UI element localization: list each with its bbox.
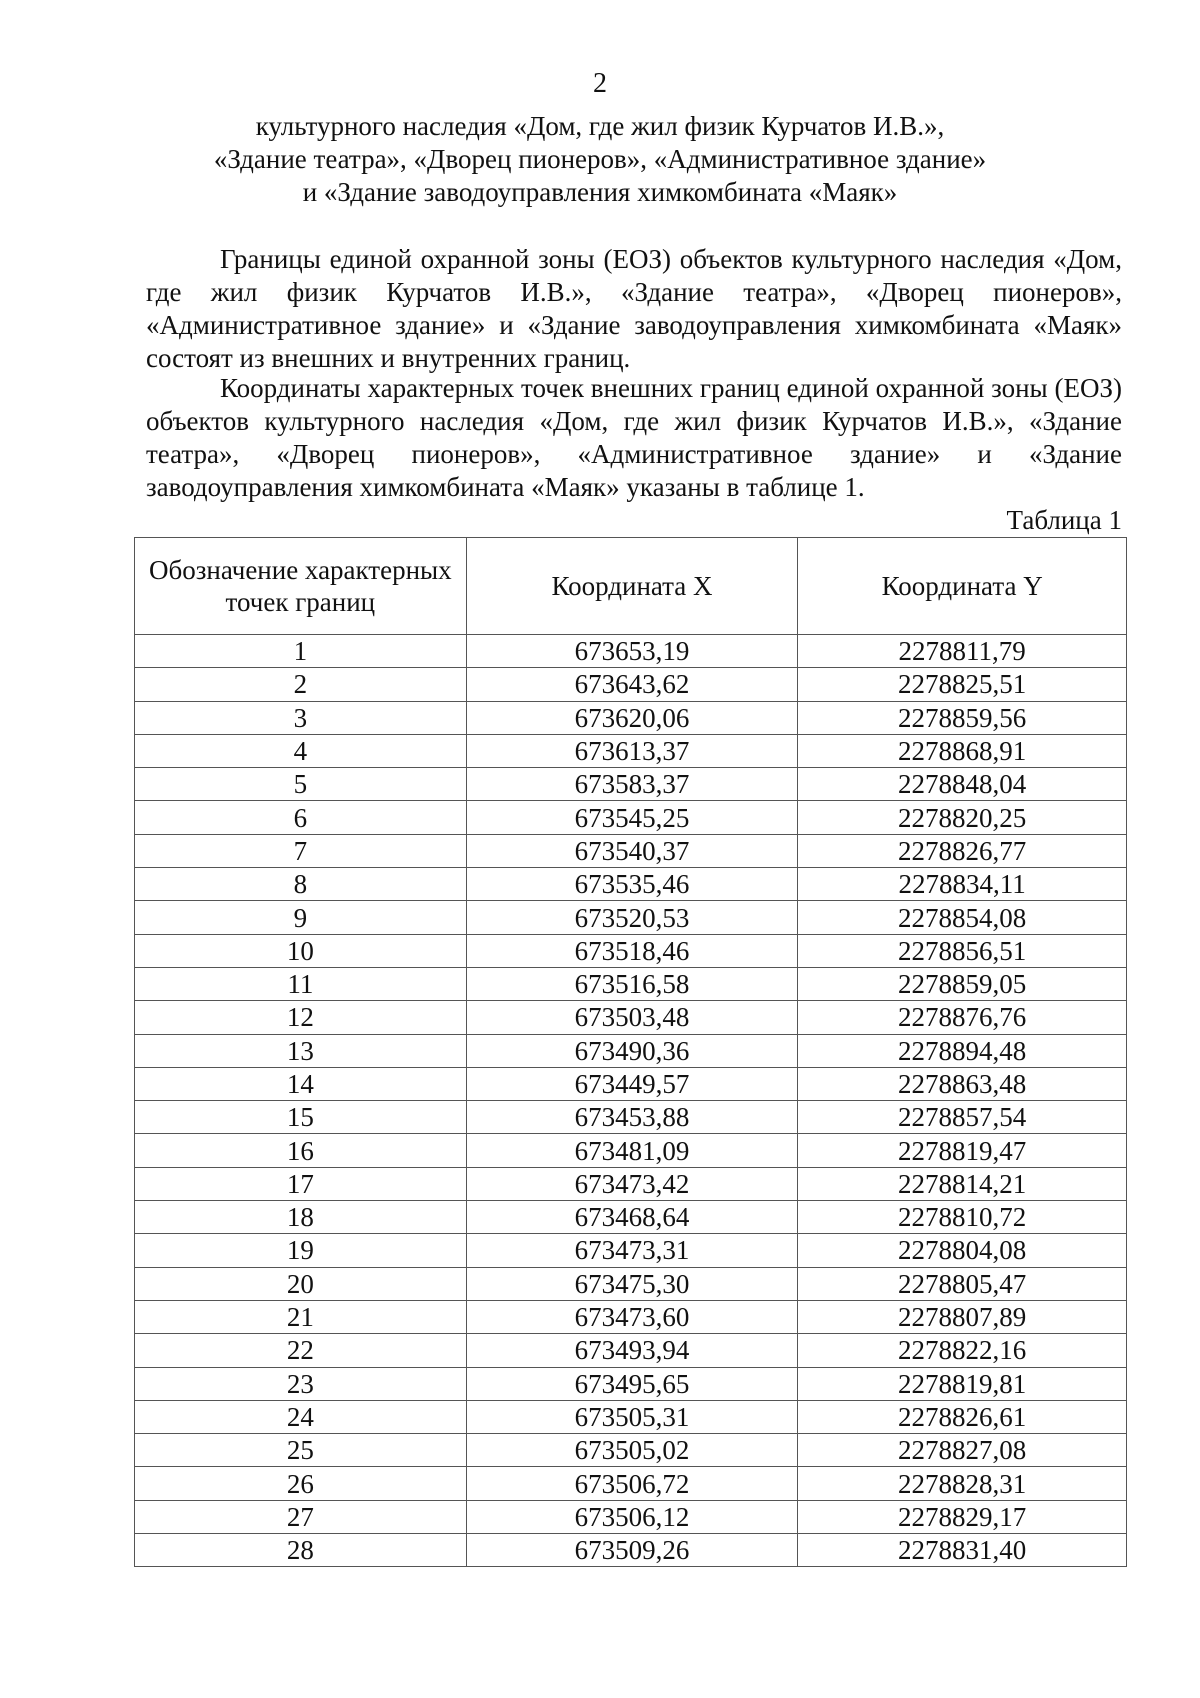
table-body <box>135 635 1127 1567</box>
coordinate-y-cell: 2278856,51 <box>798 934 1127 967</box>
coordinate-y-cell: 2278859,05 <box>798 967 1127 1000</box>
coordinate-x-cell: 673468,64 <box>466 1201 798 1234</box>
header-point-designation: Обозначение характерных точек границ <box>135 538 467 635</box>
point-number-cell: 9 <box>135 901 467 934</box>
page-number: 2 <box>593 68 607 99</box>
coordinate-y-cell: 2278831,40 <box>798 1534 1127 1567</box>
table-row <box>135 1467 1127 1500</box>
coordinate-x-cell: 673473,60 <box>466 1300 798 1333</box>
coordinate-x-cell: 673509,26 <box>466 1534 798 1567</box>
point-number-cell: 16 <box>135 1134 467 1167</box>
heading-line: культурного наследия «Дом, где жил физик Курчатов И.В.», <box>255 111 945 141</box>
coordinate-y-cell: 2278829,17 <box>798 1500 1127 1533</box>
point-number-cell: 24 <box>135 1400 467 1433</box>
point-number-cell: 12 <box>135 1001 467 1034</box>
table-row <box>135 768 1127 801</box>
coordinate-y-cell: 2278810,72 <box>798 1201 1127 1234</box>
point-number-cell: 4 <box>135 734 467 767</box>
table-row <box>135 834 1127 867</box>
document-heading <box>140 110 1060 209</box>
point-number-cell: 7 <box>135 834 467 867</box>
coordinate-y-cell: 2278826,77 <box>798 834 1127 867</box>
point-number-cell: 17 <box>135 1167 467 1200</box>
table-row <box>135 1334 1127 1367</box>
coordinate-x-cell: 673613,37 <box>466 734 798 767</box>
coordinate-x-cell: 673506,12 <box>466 1500 798 1533</box>
point-number-cell: 15 <box>135 1101 467 1134</box>
table-row <box>135 1001 1127 1034</box>
coordinate-y-cell: 2278827,08 <box>798 1434 1127 1467</box>
table-row <box>135 1367 1127 1400</box>
table-row <box>135 1500 1127 1533</box>
table-row <box>135 801 1127 834</box>
coordinate-y-cell: 2278819,81 <box>798 1367 1127 1400</box>
point-number-cell: 26 <box>135 1467 467 1500</box>
coordinate-x-cell: 673495,65 <box>466 1367 798 1400</box>
point-number-cell: 14 <box>135 1067 467 1100</box>
header-coordinate-x: Координата X <box>466 538 798 635</box>
coordinate-y-cell: 2278868,91 <box>798 734 1127 767</box>
point-number-cell: 3 <box>135 701 467 734</box>
table-row <box>135 635 1127 668</box>
point-number-cell: 20 <box>135 1267 467 1300</box>
table-row <box>135 701 1127 734</box>
coordinate-y-cell: 2278894,48 <box>798 1034 1127 1067</box>
table-row <box>135 967 1127 1000</box>
point-number-cell: 1 <box>135 635 467 668</box>
heading-line: «Здание театра», «Дворец пионеров», «Административное здание» <box>213 144 987 174</box>
coordinate-x-cell: 673516,58 <box>466 967 798 1000</box>
table-row <box>135 1134 1127 1167</box>
table-header-row <box>135 538 1127 635</box>
coordinate-x-cell: 673449,57 <box>466 1067 798 1100</box>
coordinate-x-cell: 673535,46 <box>466 868 798 901</box>
coordinate-x-cell: 673545,25 <box>466 801 798 834</box>
coordinate-x-cell: 673520,53 <box>466 901 798 934</box>
coordinate-x-cell: 673506,72 <box>466 1467 798 1500</box>
coordinate-x-cell: 673503,48 <box>466 1001 798 1034</box>
paragraph-boundaries: Границы единой охранной зоны (ЕОЗ) объектов культурного наследия «Дом, где жил физик Курчатов И.В.», «Здание театра», «Дворец пионеров», «Административное здание» и «Здание заводоуправления химкомбината «Маяк» состоят из внешних и внутренних границ. <box>146 244 1122 373</box>
table-row <box>135 1167 1127 1200</box>
coordinate-y-cell: 2278822,16 <box>798 1334 1127 1367</box>
coordinate-y-cell: 2278819,47 <box>798 1134 1127 1167</box>
point-number-cell: 13 <box>135 1034 467 1067</box>
point-number-cell: 5 <box>135 768 467 801</box>
coordinate-x-cell: 673475,30 <box>466 1267 798 1300</box>
table-row <box>135 1434 1127 1467</box>
coordinate-y-cell: 2278876,76 <box>798 1001 1127 1034</box>
coordinate-y-cell: 2278863,48 <box>798 1067 1127 1100</box>
coordinate-y-cell: 2278826,61 <box>798 1400 1127 1433</box>
coordinate-x-cell: 673540,37 <box>466 834 798 867</box>
coordinate-x-cell: 673473,31 <box>466 1234 798 1267</box>
table-row <box>135 1234 1127 1267</box>
coordinate-y-cell: 2278807,89 <box>798 1300 1127 1333</box>
table-row <box>135 1300 1127 1333</box>
coordinate-x-cell: 673481,09 <box>466 1134 798 1167</box>
coordinate-y-cell: 2278805,47 <box>798 1267 1127 1300</box>
coordinate-y-cell: 2278825,51 <box>798 668 1127 701</box>
point-number-cell: 28 <box>135 1534 467 1567</box>
table-row <box>135 1400 1127 1433</box>
coordinate-y-cell: 2278859,56 <box>798 701 1127 734</box>
point-number-cell: 18 <box>135 1201 467 1234</box>
point-number-cell: 11 <box>135 967 467 1000</box>
coordinate-x-cell: 673493,94 <box>466 1334 798 1367</box>
point-number-cell: 10 <box>135 934 467 967</box>
coordinates-table <box>134 537 1127 1567</box>
point-number-cell: 21 <box>135 1300 467 1333</box>
coordinate-y-cell: 2278804,08 <box>798 1234 1127 1267</box>
point-number-cell: 27 <box>135 1500 467 1533</box>
coordinate-x-cell: 673453,88 <box>466 1101 798 1134</box>
table-row <box>135 1101 1127 1134</box>
point-number-cell: 19 <box>135 1234 467 1267</box>
table-row <box>135 1067 1127 1100</box>
table-row <box>135 901 1127 934</box>
heading-line: и «Здание заводоуправления химкомбината «Маяк» <box>302 177 898 207</box>
coordinate-y-cell: 2278814,21 <box>798 1167 1127 1200</box>
table-row <box>135 868 1127 901</box>
point-number-cell: 25 <box>135 1434 467 1467</box>
point-number-cell: 8 <box>135 868 467 901</box>
table-row <box>135 934 1127 967</box>
coordinate-x-cell: 673505,31 <box>466 1400 798 1433</box>
table-row <box>135 1034 1127 1067</box>
coordinate-x-cell: 673583,37 <box>466 768 798 801</box>
coordinate-x-cell: 673505,02 <box>466 1434 798 1467</box>
table-row <box>135 668 1127 701</box>
coordinate-y-cell: 2278848,04 <box>798 768 1127 801</box>
table-row <box>135 1201 1127 1234</box>
point-number-cell: 22 <box>135 1334 467 1367</box>
coordinate-y-cell: 2278811,79 <box>798 635 1127 668</box>
paragraph-coordinates: Координаты характерных точек внешних границ единой охранной зоны (ЕОЗ) объектов культурного наследия «Дом, где жил физик Курчатов И.В.», «Здание театра», «Дворец пионеров», «Административное здание» и «Здание заводоуправления химкомбината «Маяк» указаны в таблице 1. <box>146 373 1122 502</box>
coordinate-y-cell: 2278857,54 <box>798 1101 1127 1134</box>
point-number-cell: 6 <box>135 801 467 834</box>
table-row <box>135 1534 1127 1567</box>
point-number-cell: 23 <box>135 1367 467 1400</box>
coordinate-x-cell: 673620,06 <box>466 701 798 734</box>
table-row <box>135 1267 1127 1300</box>
coordinate-x-cell: 673490,36 <box>466 1034 798 1067</box>
coordinate-x-cell: 673653,19 <box>466 635 798 668</box>
point-number-cell: 2 <box>135 668 467 701</box>
coordinate-x-cell: 673643,62 <box>466 668 798 701</box>
coordinate-y-cell: 2278834,11 <box>798 868 1127 901</box>
coordinate-x-cell: 673473,42 <box>466 1167 798 1200</box>
table-row <box>135 734 1127 767</box>
coordinate-x-cell: 673518,46 <box>466 934 798 967</box>
coordinate-y-cell: 2278854,08 <box>798 901 1127 934</box>
table-caption: Таблица 1 <box>1006 505 1122 535</box>
header-coordinate-y: Координата Y <box>798 538 1127 635</box>
coordinate-y-cell: 2278820,25 <box>798 801 1127 834</box>
coordinate-y-cell: 2278828,31 <box>798 1467 1127 1500</box>
